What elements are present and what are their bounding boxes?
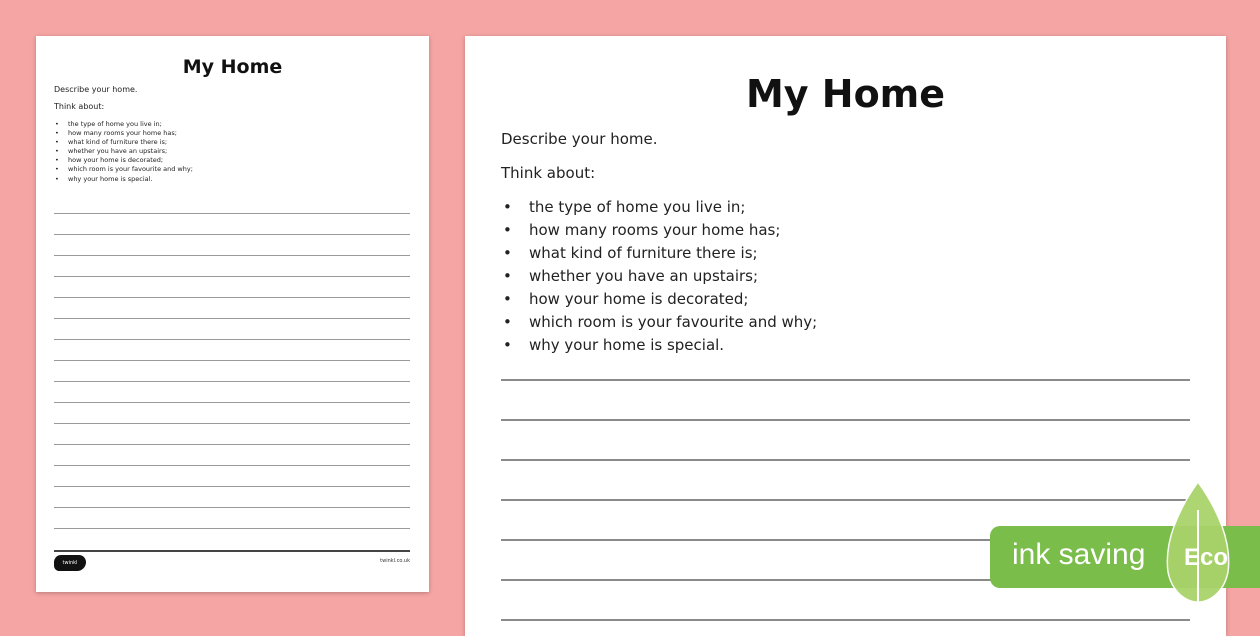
bullet-item: • which room is your favourite and why; <box>501 311 817 334</box>
bullet-item: • why your home is special. <box>501 334 817 357</box>
small-worksheet-think-about: Think about: <box>54 102 105 111</box>
small-worksheet-bullet-list <box>54 120 193 184</box>
small-worksheet-preview <box>36 36 429 592</box>
writing-line <box>501 459 1190 461</box>
writing-line <box>54 507 410 508</box>
small-bullet-item: • how your home is decorated; <box>54 156 193 165</box>
ink-saving-badge <box>990 480 1260 610</box>
small-bullet-item: • whether you have an upstairs; <box>54 147 193 156</box>
writing-line <box>54 528 410 529</box>
worksheet-think-about: Think about: <box>501 164 596 182</box>
writing-line <box>501 419 1190 421</box>
writing-line <box>501 619 1190 621</box>
footer-divider <box>54 550 410 552</box>
small-worksheet-title: My Home <box>182 56 283 78</box>
writing-line <box>54 297 410 298</box>
writing-line <box>54 339 410 340</box>
ink-saving-label: ink saving <box>1012 538 1146 571</box>
bullet-item: • how your home is decorated; <box>501 288 817 311</box>
bullet-item: • the type of home you live in; <box>501 196 817 219</box>
writing-line <box>501 379 1190 381</box>
writing-line <box>54 402 410 403</box>
small-bullet-item: • how many rooms your home has; <box>54 129 193 138</box>
small-worksheet-prompt: Describe your home. <box>54 85 138 94</box>
small-bullet-item: • the type of home you live in; <box>54 120 193 129</box>
writing-line <box>54 465 410 466</box>
bullet-item: • whether you have an upstairs; <box>501 265 817 288</box>
writing-line <box>54 360 410 361</box>
bullet-item: • how many rooms your home has; <box>501 219 817 242</box>
writing-line <box>54 318 410 319</box>
writing-line <box>54 423 410 424</box>
small-bullet-item: • which room is your favourite and why; <box>54 165 193 174</box>
twinkl-logo: twinkl <box>54 555 86 571</box>
eco-label: Eco <box>1184 544 1229 571</box>
writing-line <box>54 276 410 277</box>
writing-line <box>54 255 410 256</box>
bullet-item: • what kind of furniture there is; <box>501 242 817 265</box>
writing-line <box>54 444 410 445</box>
writing-line <box>54 381 410 382</box>
footer-url: twinkl.co.uk <box>380 558 410 564</box>
writing-line <box>54 486 410 487</box>
small-bullet-item: • what kind of furniture there is; <box>54 138 193 147</box>
writing-line <box>54 213 410 214</box>
worksheet-title: My Home <box>745 72 946 116</box>
writing-line <box>54 234 410 235</box>
worksheet-bullet-list <box>501 196 817 357</box>
worksheet-prompt: Describe your home. <box>501 130 658 148</box>
small-bullet-item: • why your home is special. <box>54 175 193 184</box>
